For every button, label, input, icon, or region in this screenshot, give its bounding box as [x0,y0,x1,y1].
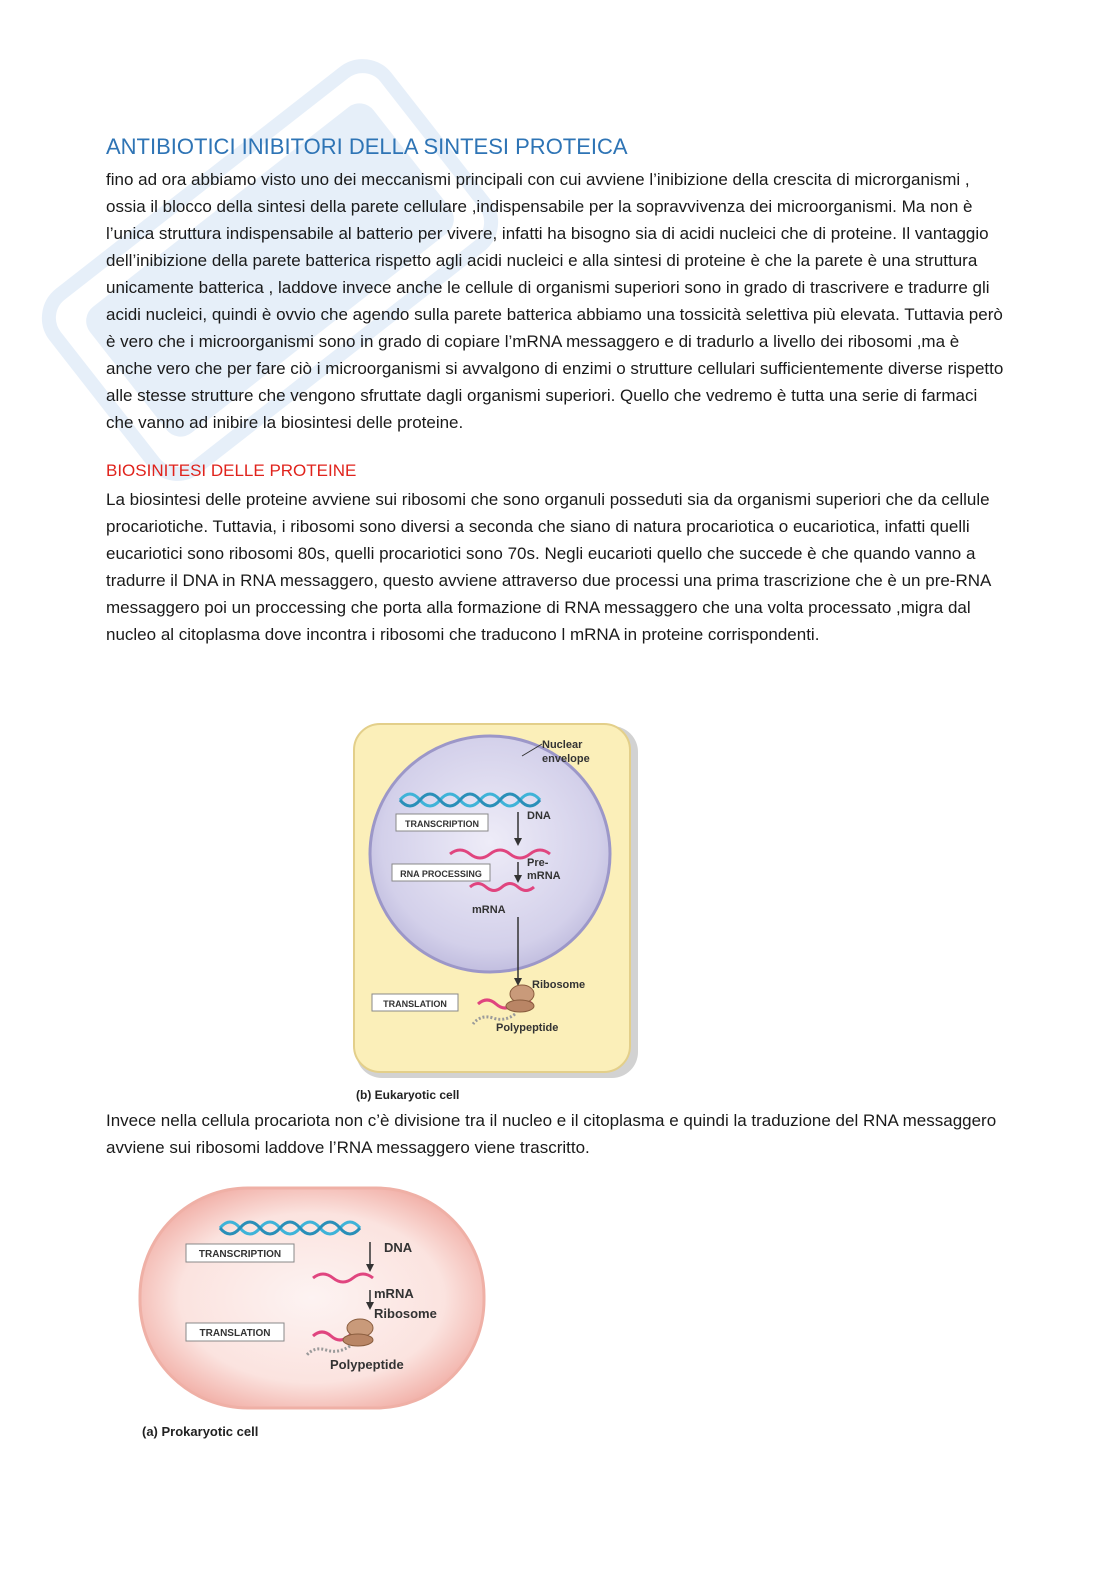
ribosome-small-subunit [506,1000,534,1012]
prokaryotic-cell-figure [138,1186,488,1446]
nuclear-envelope-label-line1: Nuclear [542,739,583,751]
pro-dna-label: DNA [384,1240,413,1255]
eukaryotic-cell-figure [350,722,642,1107]
rna-processing-label: RNA PROCESSING [400,869,482,879]
pro-transcription-label: TRANSCRIPTION [198,1249,282,1260]
dna-label: DNA [527,810,551,822]
mrna-label: mRNA [472,904,506,916]
pre-mrna-label-line2: mRNA [527,870,561,882]
nuclear-envelope-label-line2: envelope [542,753,590,765]
section-paragraph: La biosintesi delle proteine avviene sui ribosomi che sono organuli posseduti sia da organismi superiori che da cellule procariotiche. Tuttavia, i ribosomi sono diversi a seconda che siano di natura procariotica o eucariotica, infatti quelli eucariotici sono ribosomi 80s, quelli procariotici sono 70s. Negli eucarioti quello che succede è che quando vanno a tradurre il DNA in RNA messaggero, questo avviene attraverso due processi una prima trascrizione che è un pre-RNA messaggero poi un proccessing che porta alla formazione di RNA messaggero che una volta processato ,migra dal nucleo al citoplasma dove incontra i ribosomi che traducono l mRNA in proteine corrispondenti. [106,490,991,644]
transcription-label: TRANSCRIPTION [405,819,479,829]
document-body [106,132,1006,648]
pro-ribosome-small [343,1334,373,1346]
pro-translation-label: TRANSLATION [199,1328,271,1339]
prokaryotic-caption: (a) Prokaryotic cell [142,1424,259,1439]
translation-label: TRANSLATION [383,999,447,1009]
pro-polypeptide-label: Polypeptide [330,1357,404,1372]
polypeptide-label: Polypeptide [496,1022,559,1034]
pre-mrna-label-line1: Pre- [527,857,549,869]
eukaryotic-caption: (b) Eukaryotic cell [356,1088,460,1102]
section-heading: BIOSINITESI DELLE PROTEINE [106,461,357,480]
pro-ribosome-label: Ribosome [374,1306,437,1321]
ribosome-label: Ribosome [532,979,586,991]
intro-paragraph: fino ad ora abbiamo visto uno dei meccanismi principali con cui avviene l’inibizione della crescita di microrganismi , ossia il blocco della sintesi della parete cellulare ,indispensabile per la sopravvivenza dei microorganismi. Ma non è l’unica struttura indispensabile al batterio per vivere, infatti ha bisogno sia di acidi nucleici che di proteine. Il vantaggio dell’inibizione della parete batterica rispetto agli acidi nucleici e alla sintesi di proteine è che la parete è una struttura unicamente batterica , laddove invece anche le cellule di organismi superiori sono in grado di trascrivere e tradurre gli acidi nucleici, quindi è ovvio che agendo sulla parete batterica abbiamo una tossicità selettiva più elevata. Tuttavia però è vero che i microorganismi sono in grado di copiare l’mRNA messaggero e di tradurlo a livello dei ribosomi ,ma è anche vero che per fare ciò i microorganismi si avvalgono di enzimi o strutture cellulari sufficientemente diverse rispetto alle stesse strutture che vengono sfruttate dagli organismi superiori. Quello che vedremo è tutta una serie di farmaci che vanno ad inibire la biosintesi delle proteine. [106,170,1004,432]
pro-mrna-label: mRNA [374,1286,414,1301]
prokaryote-paragraph: Invece nella cellula procariota non c’è divisione tra il nucleo e il citoplasma e quindi la traduzione del RNA messaggero avviene sui ribosomi laddove l’RNA messaggero viene trascritto. [106,1111,997,1157]
page-title: ANTIBIOTICI INIBITORI DELLA SINTESI PROTEICA [106,134,628,159]
